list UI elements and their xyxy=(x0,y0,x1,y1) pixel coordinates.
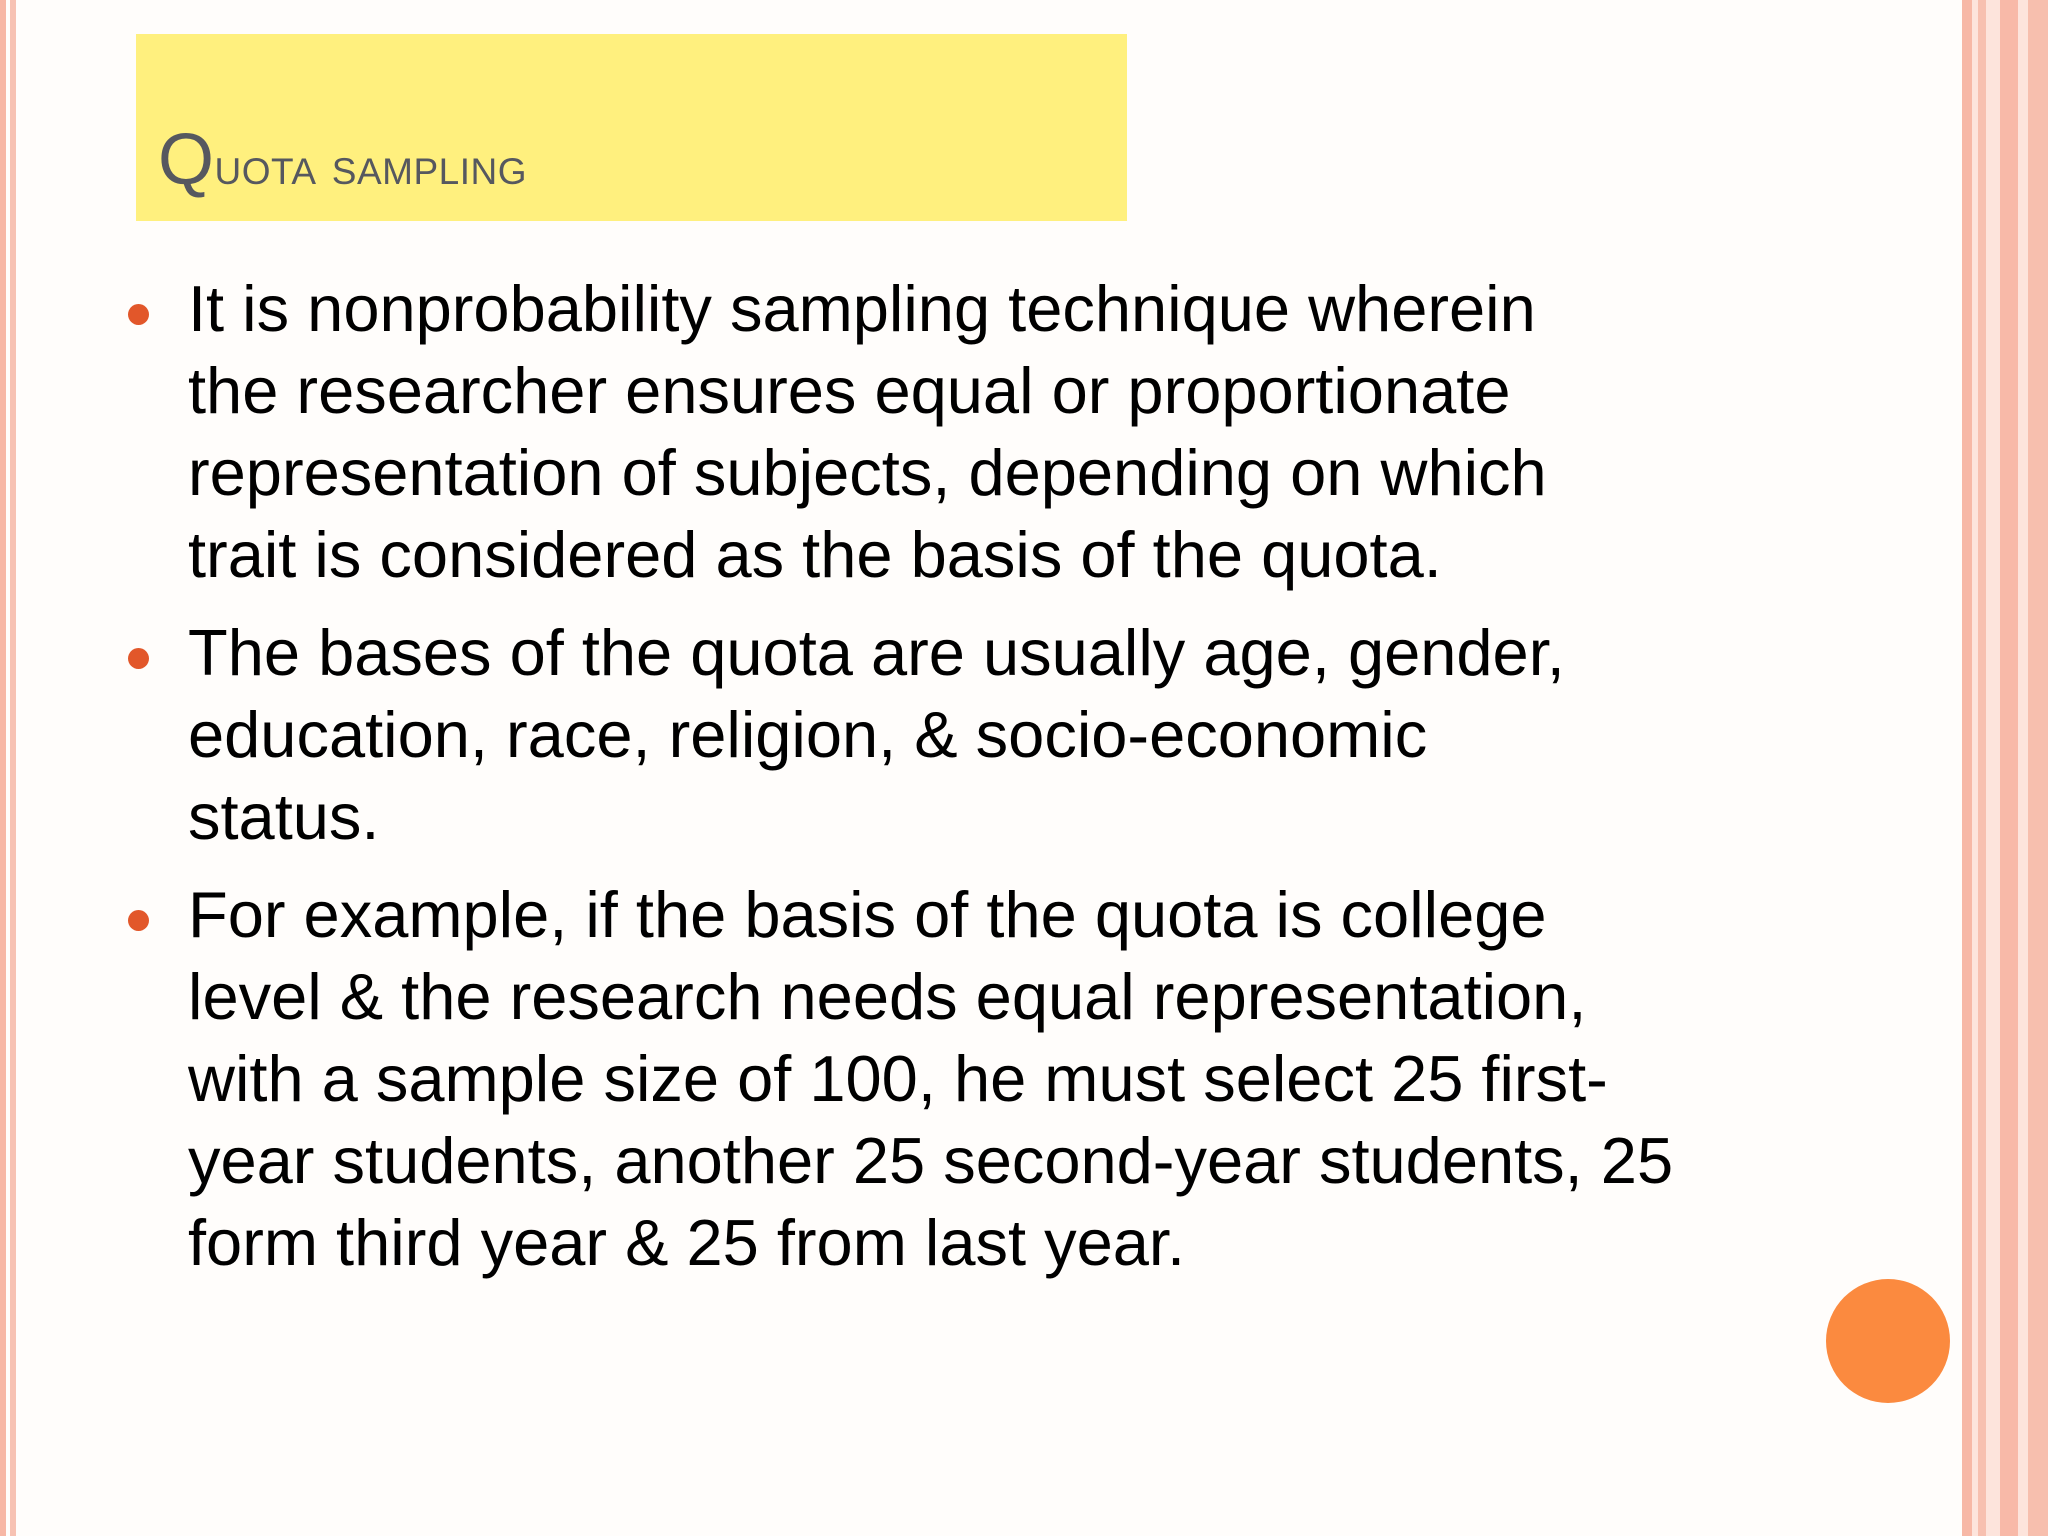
bullet-item xyxy=(126,874,1766,1284)
right-border-stripe xyxy=(1978,0,1986,1536)
bullet-dot-icon xyxy=(128,648,149,669)
slide-title-initial: Q xyxy=(158,120,215,200)
bullet-item xyxy=(126,612,1766,858)
bullet-text: The bases of the quota are usually age, gender, education, race, religion, & socio-economic status. xyxy=(188,616,1565,853)
left-border-stripe xyxy=(0,0,6,1536)
bullet-dot-icon xyxy=(128,910,149,931)
bullet-item xyxy=(126,268,1766,596)
bullet-text: It is nonprobability sampling technique wherein the researcher ensures equal or proportionate representation of subjects, depending on which trait is considered as the basis of the quota. xyxy=(188,272,1547,591)
bullet-text: For example, if the basis of the quota is college level & the research needs equal representation, with a sample size of 100, he must select 25 first- year students, another 25 second-year students, 25 form third year & 25 from last year. xyxy=(188,878,1674,1279)
slide-title xyxy=(158,119,527,201)
decorative-circle-icon xyxy=(1826,1279,1950,1403)
right-border-stripe xyxy=(2000,0,2018,1536)
left-border-stripe xyxy=(10,0,16,1536)
bullet-dot-icon xyxy=(128,304,149,325)
title-box xyxy=(136,34,1127,221)
slide-content xyxy=(126,268,1766,1300)
slide-title-rest: uota sampling xyxy=(214,137,527,196)
right-border-stripe xyxy=(2028,0,2048,1536)
bullet-list xyxy=(126,268,1766,1284)
right-border-stripe xyxy=(1962,0,1972,1536)
